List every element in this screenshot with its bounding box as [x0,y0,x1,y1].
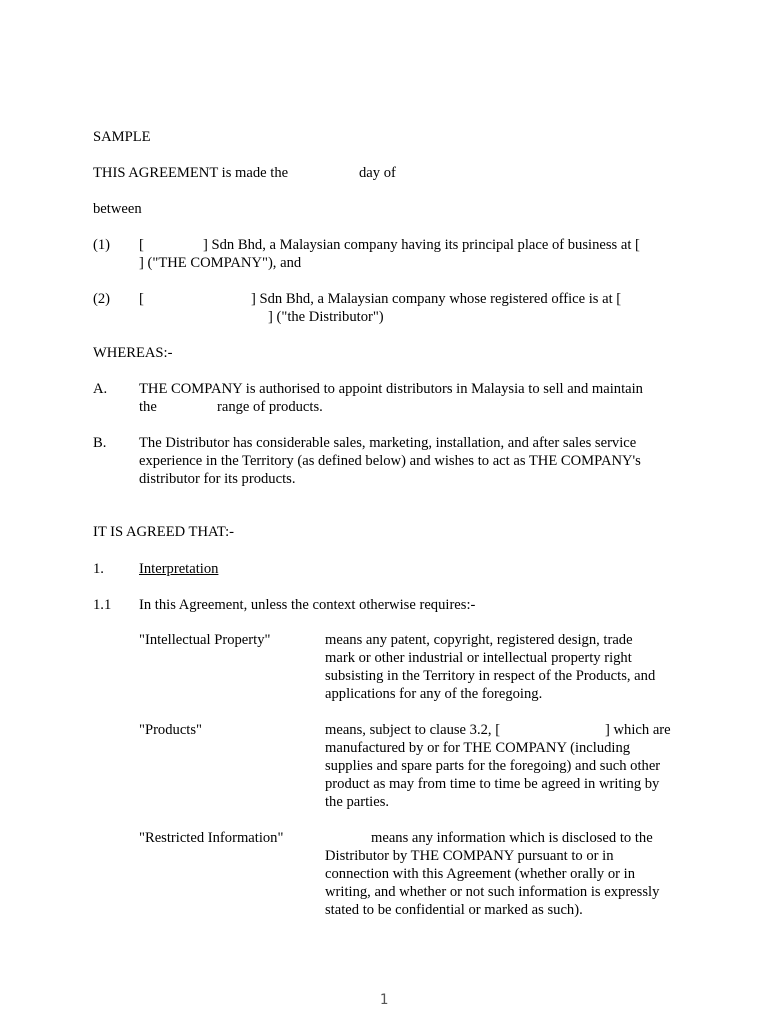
agreed-heading: IT IS AGREED THAT:- [93,524,235,540]
definition-line: means, subject to clause 3.2, [ [325,722,501,738]
party-1-number: (1) [93,237,111,253]
section-1-number: 1. [93,561,104,577]
definition-term-products: "Products" [139,722,202,738]
party-1-line-2: ] ("THE COMPANY"), and [139,255,302,271]
definition-line: means any information which is disclosed to the [371,830,653,846]
definition-line: means any patent, copyright, registered design, trade [325,632,633,648]
definition-line: subsisting in the Territory in respect of the Products, and [325,668,656,684]
clause-1-1-text: In this Agreement, unless the context otherwise requires:- [139,597,476,613]
page-number: 1 [379,992,389,1008]
document-heading: SAMPLE [93,129,151,145]
definition-line: supplies and spare parts for the foregoing) and such other [325,758,661,774]
between-text: between [93,201,142,217]
section-1-title: Interpretation [139,561,219,577]
recital-b-line-3: distributor for its products. [139,471,296,487]
whereas-heading: WHEREAS:- [93,345,173,361]
party-2-bracket: [ [139,291,144,307]
recital-a-letter: A. [93,381,108,397]
day-of-text: day of [359,165,396,181]
party-2-number: (2) [93,291,111,307]
party-1-bracket: [ [139,237,144,253]
definition-line: Distributor by THE COMPANY pursuant to or in [325,848,614,864]
agreement-made-text: THIS AGREEMENT is made the [93,165,289,181]
clause-1-1-number: 1.1 [93,597,112,613]
definition-line: the parties. [325,794,390,810]
recital-a-line-2b: range of products. [217,399,323,415]
definition-term-intellectual-property: "Intellectual Property" [139,632,271,648]
recital-b-line-2: experience in the Territory (as defined below) and wishes to act as THE COMPANY's [139,453,641,469]
definition-line: applications for any of the foregoing. [325,686,543,702]
party-2-line-1: ] Sdn Bhd, a Malaysian company whose registered office is at [ [251,291,622,307]
definition-line: product as may from time to time be agreed in writing by [325,776,660,792]
recital-a-line-1: THE COMPANY is authorised to appoint distributors in Malaysia to sell and maintain [139,381,643,397]
definition-line: stated to be confidential or marked as such). [325,902,583,918]
party-2-line-2: ] ("the Distributor") [268,309,384,325]
definition-line: mark or other industrial or intellectual property right [325,650,632,666]
recital-a-line-2a: the [139,399,157,415]
recital-b-letter: B. [93,435,107,451]
definition-line: manufactured by or for THE COMPANY (including [325,740,631,756]
definition-line: writing, and whether or not such information is expressly [325,884,660,900]
definition-line: connection with this Agreement (whether orally or in [325,866,636,882]
party-1-line-1: ] Sdn Bhd, a Malaysian company having its principal place of business at [ [203,237,640,253]
recital-b-line-1: The Distributor has considerable sales, marketing, installation, and after sales service [139,435,637,451]
definition-term-restricted-information: "Restricted Information" [139,830,284,846]
definition-line: ] which are [605,722,671,738]
